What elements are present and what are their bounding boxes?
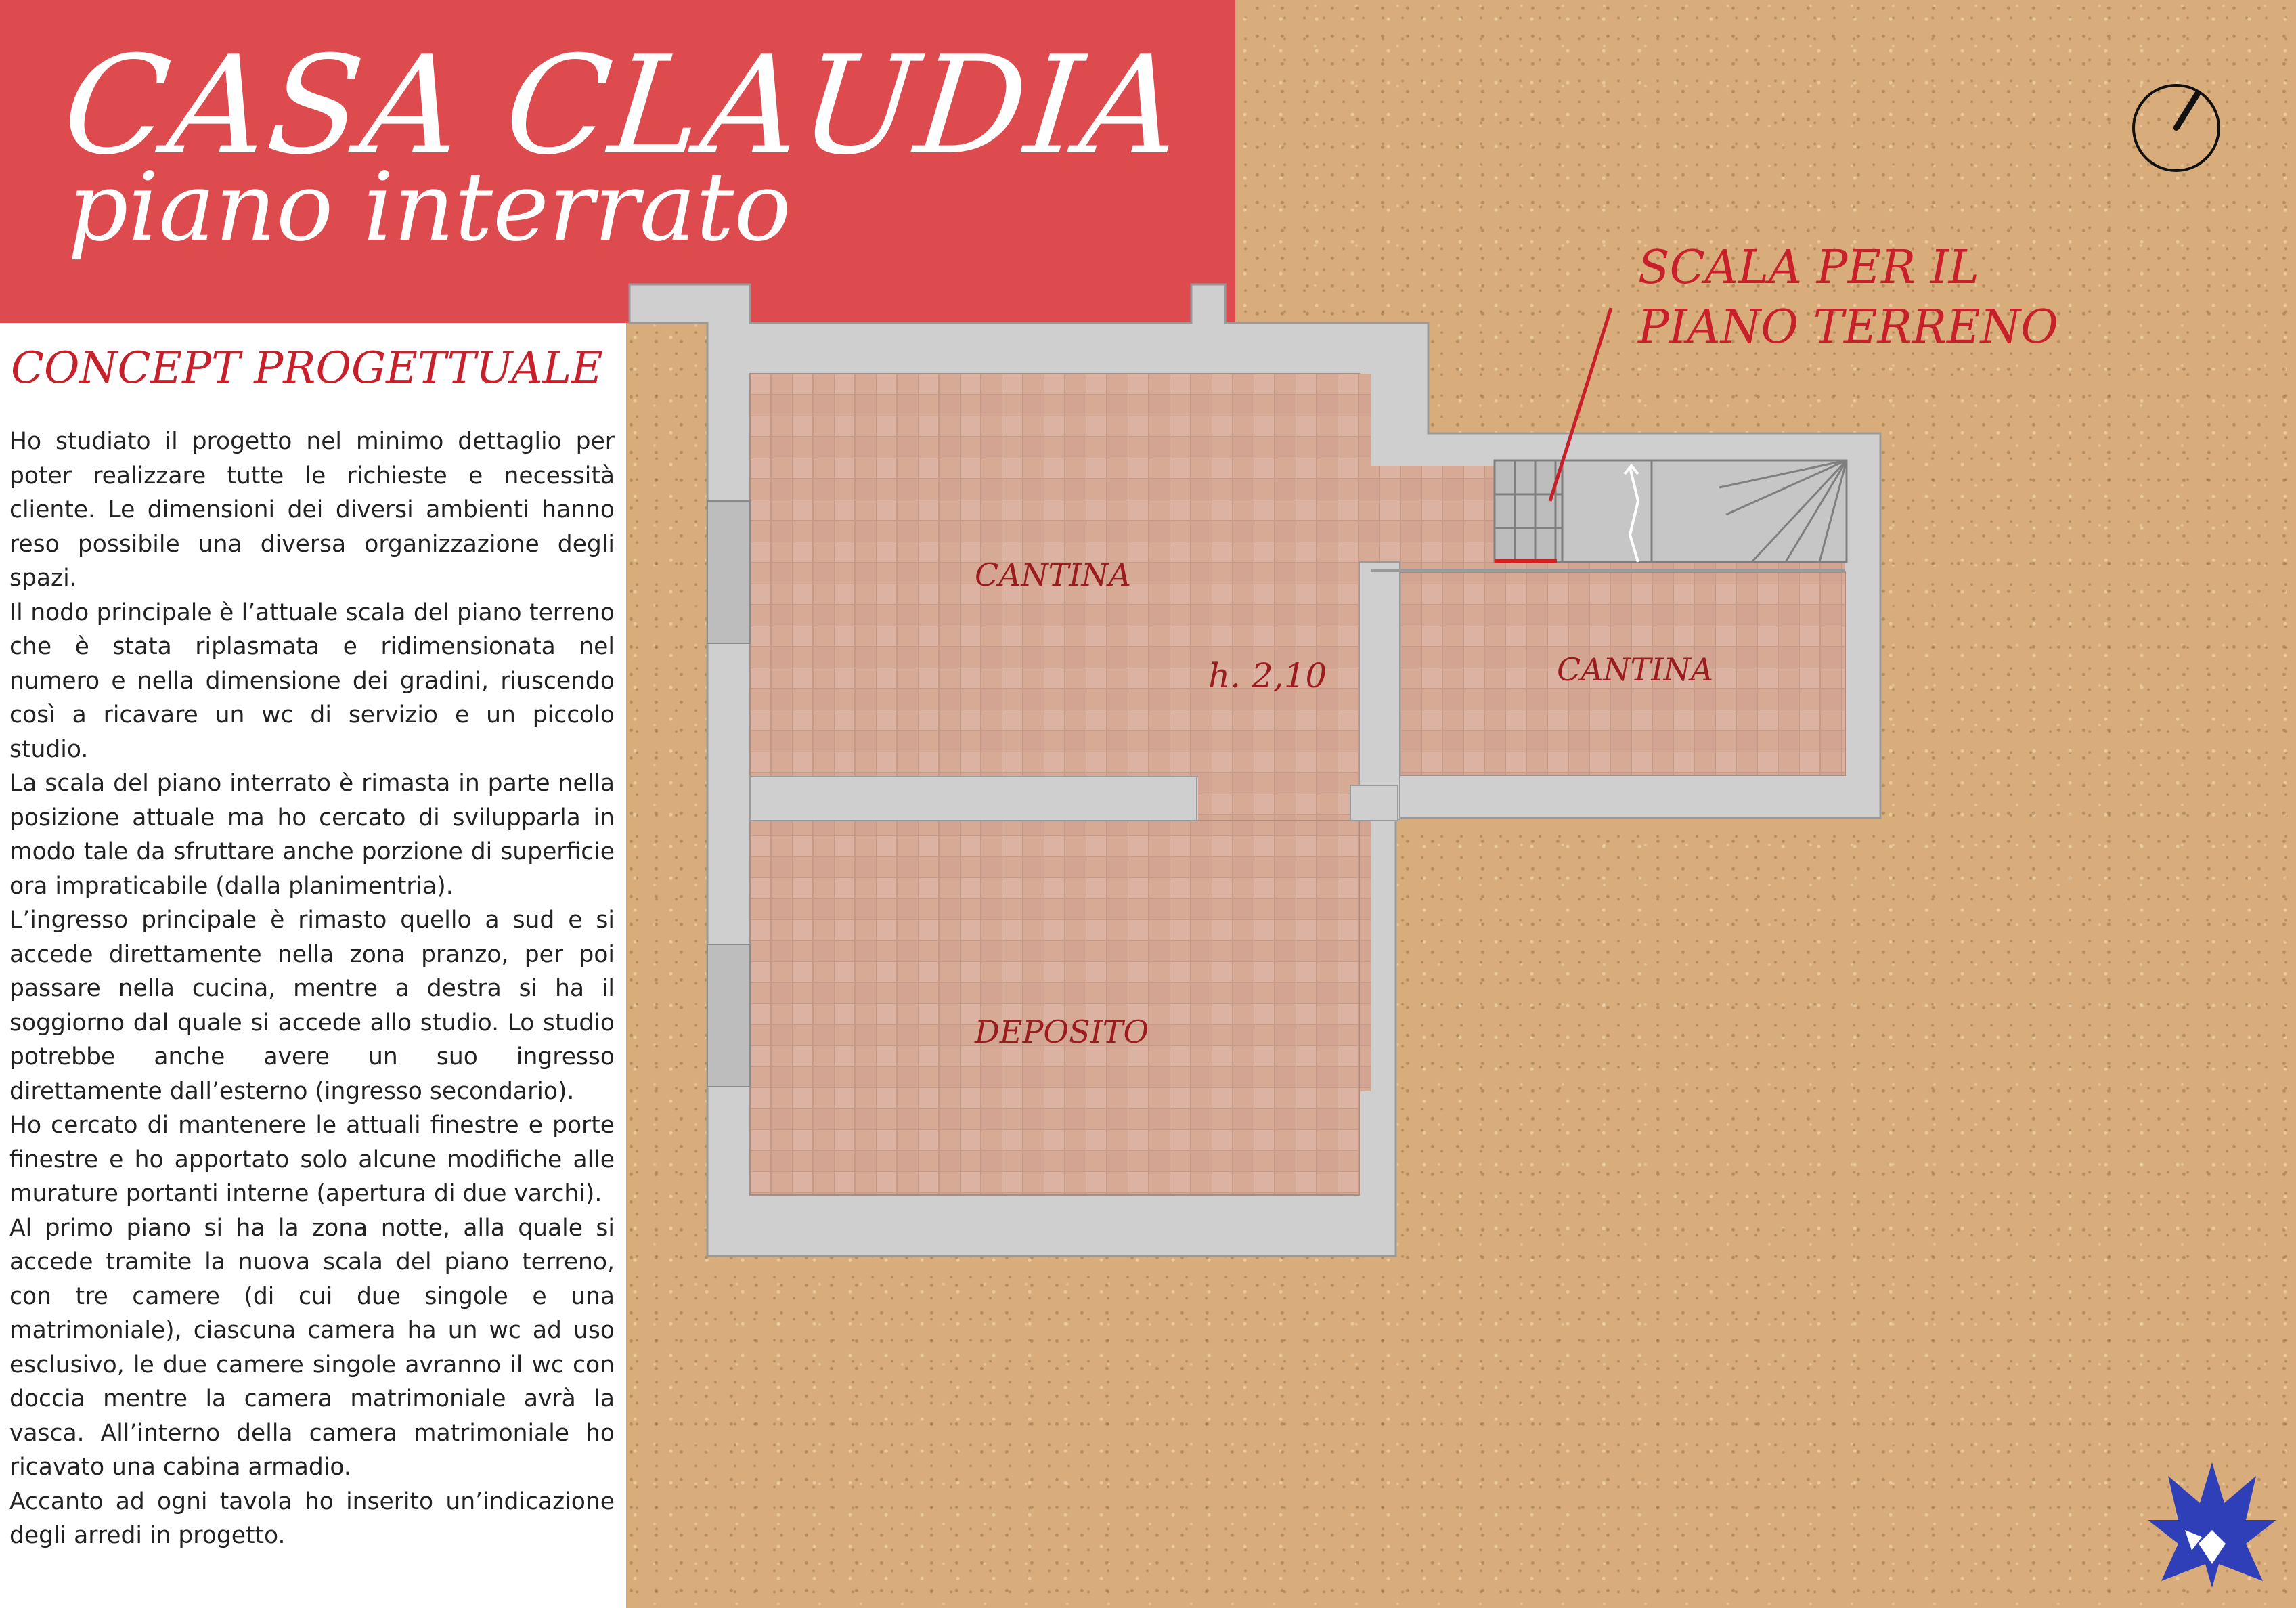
concept-paragraph: Ho cercato di mantenere le attuali finestre e porte finestre e ho apportato solo alcune modifiche alle murature portanti interne (apertura di due varchi). bbox=[9, 1112, 615, 1207]
page-subtitle: piano interrato bbox=[68, 152, 791, 263]
concept-body bbox=[9, 425, 615, 1553]
concept-paragraph: L’ingresso principale è rimasto quello a sud e si accede direttamente nella zona pranzo, per poi passare nella cucina, mentre a destra si ha il soggiorno dal quale si accede allo studio. Lo studio potrebbe anche avere un suo ingresso direttamente dall’esterno (ingresso secondario). bbox=[9, 907, 615, 1105]
concept-heading: CONCEPT PROGETTUALE bbox=[11, 343, 603, 393]
north-arrow-icon bbox=[2131, 83, 2222, 174]
floor-plan bbox=[626, 0, 1980, 1286]
concept-paragraph: La scala del piano interrato è rimasta in parte nella posizione attuale ma ho cercato di svilupparla in modo tale da sfruttare anche porzione di superficie ora impraticabile (dalla planimentria). bbox=[9, 770, 615, 900]
interior-wall bbox=[750, 777, 1197, 821]
concept-paragraph: Accanto ad ogni tavola ho inserito un’indicazione degli arredi in progetto. bbox=[9, 1487, 615, 1549]
interior-wall bbox=[1350, 785, 1398, 821]
stair-flight bbox=[1495, 460, 1562, 562]
room-label-cantina: CANTINA bbox=[1557, 651, 1713, 688]
window-niche bbox=[707, 944, 750, 1087]
room-label-cantina: CANTINA bbox=[975, 557, 1131, 593]
window-niche bbox=[707, 501, 750, 643]
interior-wall bbox=[1371, 569, 1845, 572]
stair-label bbox=[1638, 238, 2058, 357]
concept-panel bbox=[0, 323, 626, 1608]
stair-start-mark bbox=[1495, 559, 1557, 563]
stair-label-line: PIANO TERRENO bbox=[1638, 301, 2058, 354]
room-label-deposito: DEPOSITO bbox=[975, 1014, 1149, 1050]
flower-logo-icon bbox=[2144, 1456, 2280, 1591]
concept-paragraph: Al primo piano si ha la zona notte, alla quale si accede tramite la nuova scala del piano terreno, con tre camere (di cui due singole e una matrimoniale), ciascuna camera ha un wc ad uso esclusivo, le due camere singole avranno il wc con doccia mentre la camera matrimoniale avrà la vasca. All’interno della camera matrimoniale ho ricavato una cabina armadio. bbox=[9, 1214, 615, 1481]
interior-wall bbox=[1359, 562, 1400, 819]
concept-paragraph: Il nodo principale è l’attuale scala del piano terreno che è stata riplasmata e ridimensionata nel numero e nella dimensione dei gradini, riuscendo così a ricavare un wc di servizio e un piccolo studio. bbox=[9, 599, 615, 763]
stair-label-line: SCALA PER IL bbox=[1638, 241, 1979, 295]
stair-landing bbox=[1562, 460, 1847, 562]
concept-paragraph: Ho studiato il progetto nel minimo dettaglio per poter realizzare tutte le richieste e necessità cliente. Le dimensioni dei diversi ambienti hanno reso possibile una diversa organizzazione degli spazi. bbox=[9, 428, 615, 592]
ceiling-height-label: h. 2,10 bbox=[1208, 656, 1327, 695]
page-title: CASA CLAUDIA bbox=[56, 27, 1190, 185]
deposito-floor bbox=[750, 821, 1359, 1195]
